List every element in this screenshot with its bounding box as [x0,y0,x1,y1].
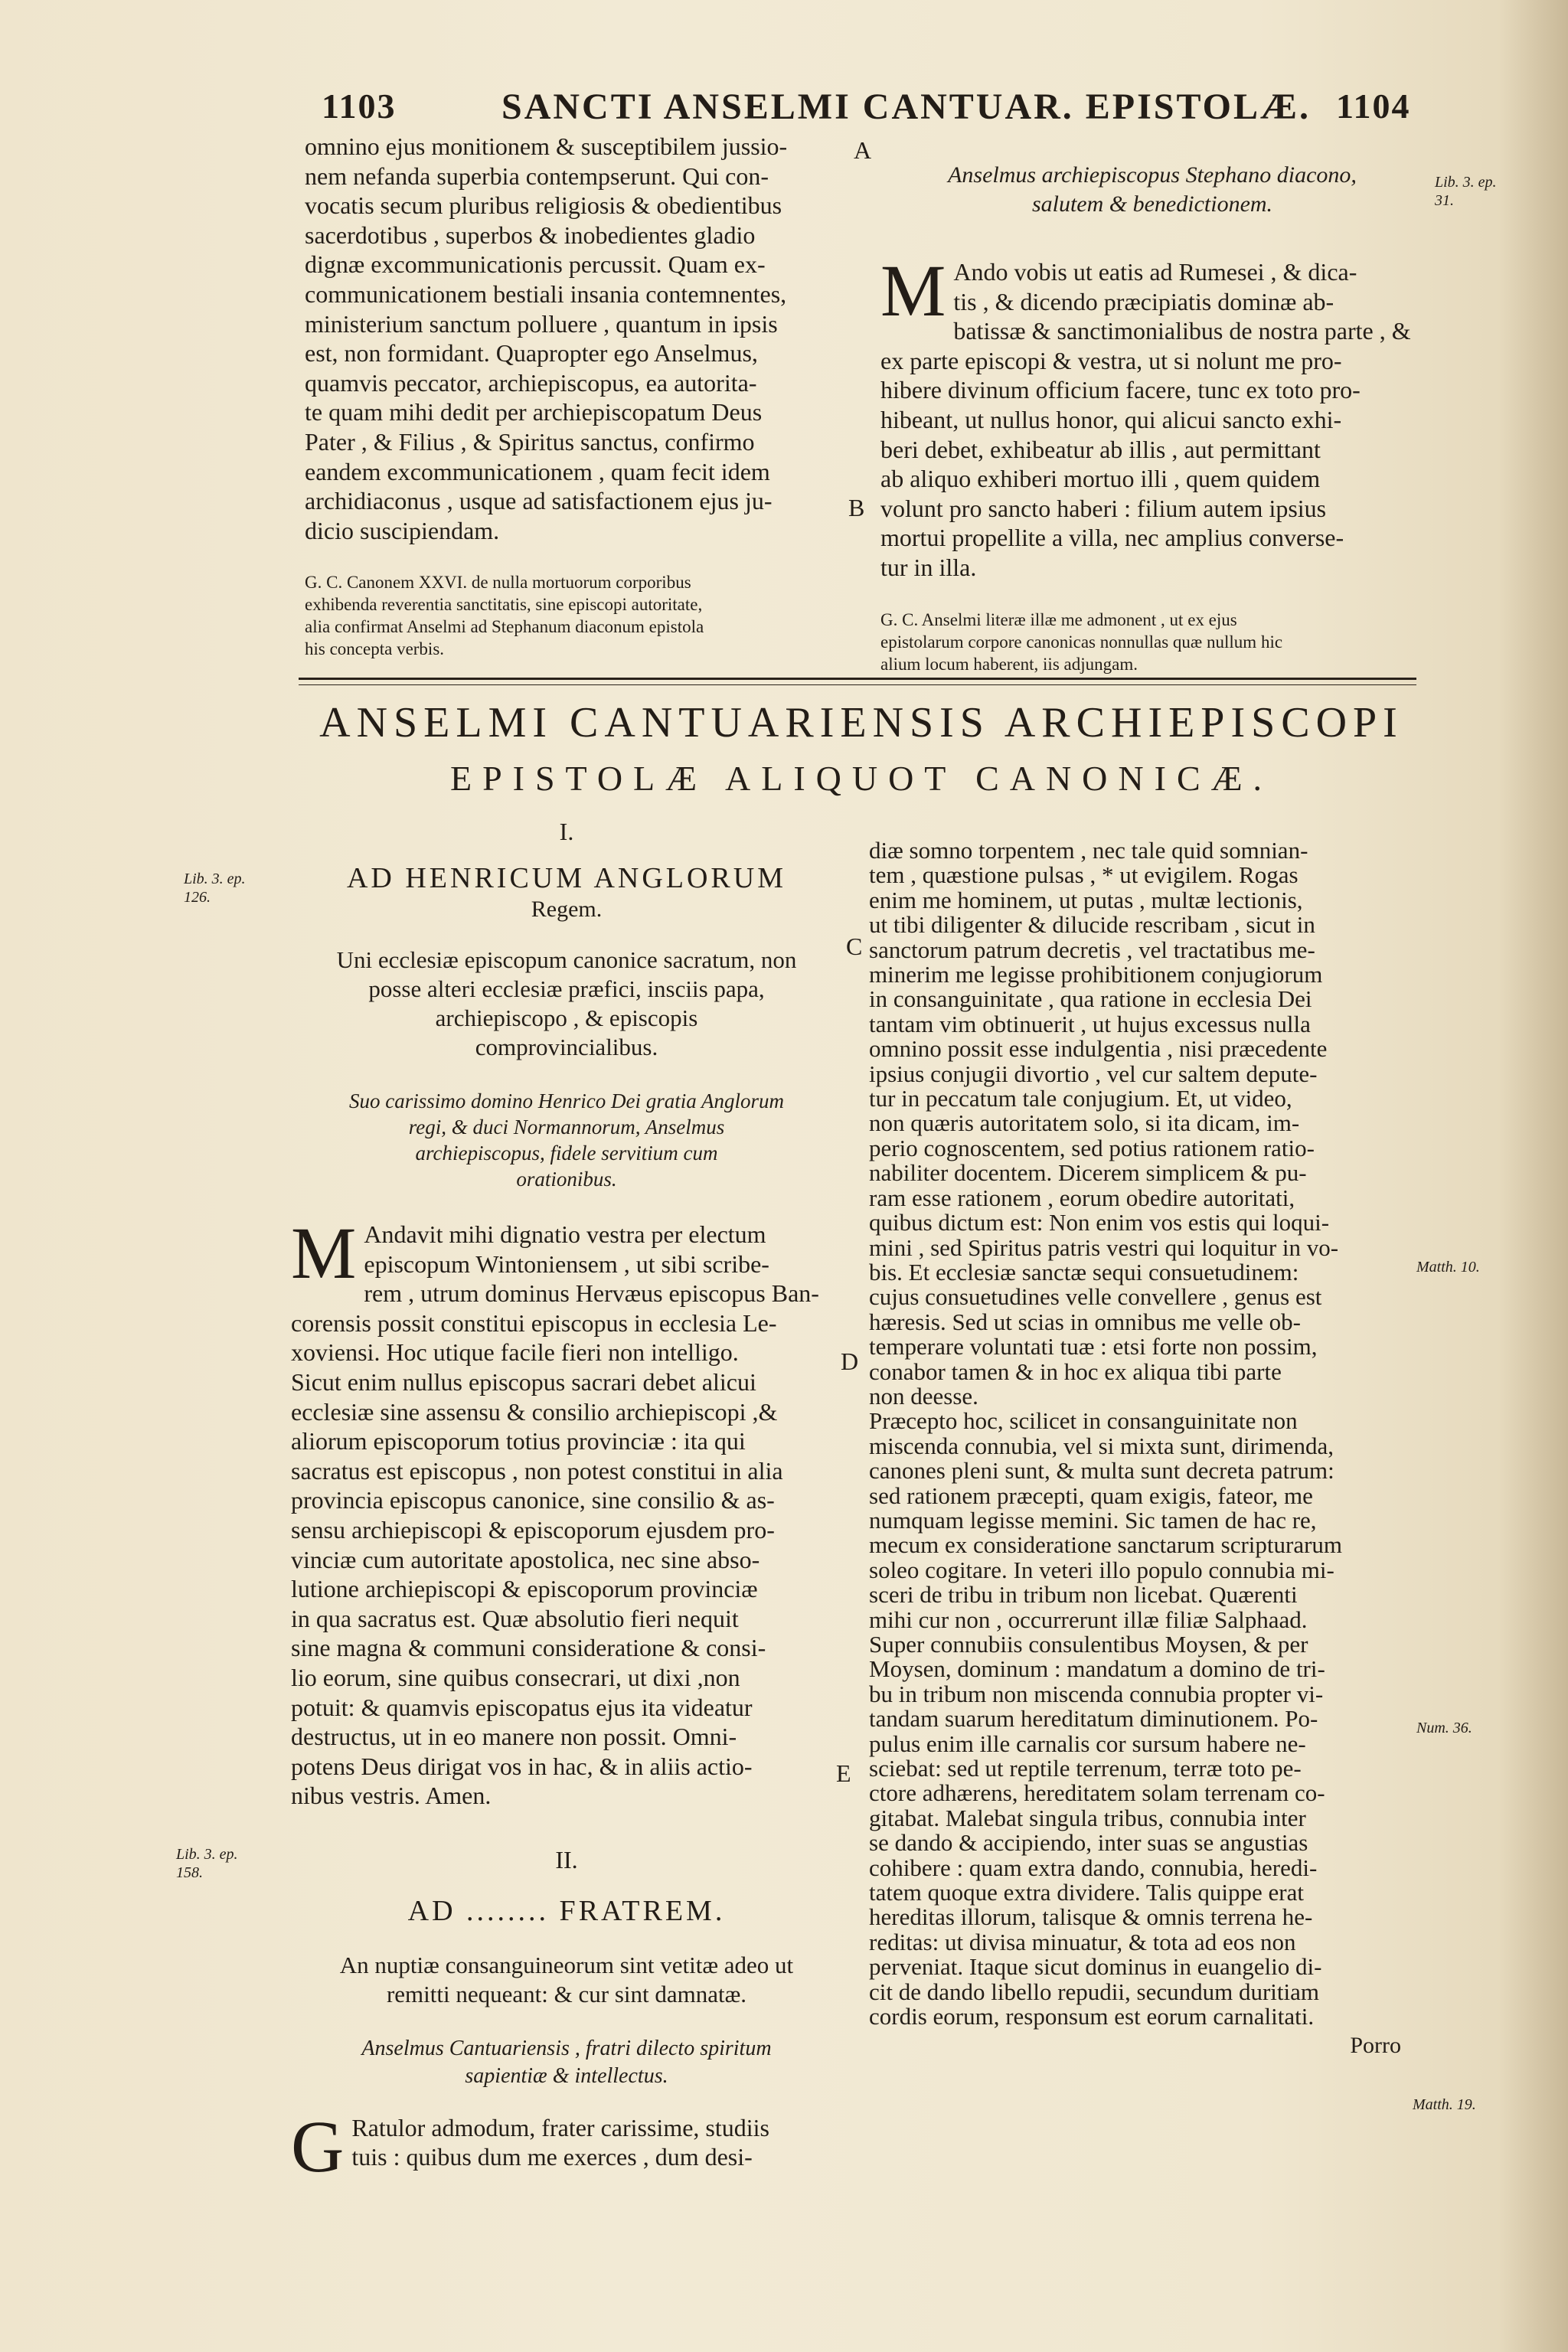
text-line: ram esse rationem , eorum obedire autoritati, [869,1184,1295,1211]
letter-2-body [291,2105,842,2187]
text-line: pulus enim ille carnalis cor sursum habere ne- [869,1730,1306,1757]
text-line: vinciæ cum autoritate apostolica, nec sine abso- [291,1545,760,1573]
text-line: cordis eorum, responsum est eorum carnalitati. [869,2003,1315,2030]
lower-right-column [869,838,1416,2059]
margin-letter-d: D [841,1348,859,1375]
text-line: Sicut enim nullus episcopus sacrari debet alicui [291,1367,756,1396]
text-line: cohibere : quam extra dando, connubia, heredi- [869,1854,1318,1881]
text-line: Pater , & Filius , & Spiritus sanctus, confirmo [305,427,755,456]
text-line: aliorum episcoporum totius provinciæ : ita qui [291,1427,746,1455]
text-line: tur in peccatum tale conjugium. Et, ut video, [869,1085,1292,1112]
text-line: minerim me legisse prohibitionem conjugiorum [869,961,1323,988]
catchword: Porro [1350,2032,1401,2058]
text-line: hibere divinum officium facere, tunc ex toto pro- [880,376,1361,404]
text-line: mini , sed Spiritus patris vestri qui loquitur in vo- [869,1233,1339,1261]
text-line: sciebat: sed ut reptile terrenum, terræ toto pe- [869,1755,1302,1782]
summary-line: remitti nequeant: & cur sint damnatæ. [386,1980,747,2007]
note-line: his concepta verbis. [305,639,445,659]
summary-line: An nuptiæ consanguineorum sint vetitæ adeo ut [339,1951,794,1978]
text-line: mortui propellite a villa, nec amplius converse- [880,524,1344,552]
text-line: potuit: & quamvis episcopatus ejus ita videatur [291,1693,753,1721]
text-line: lio eorum, sine quibus consecrari, ut dixi ,non [291,1663,740,1691]
top-right-note [880,609,1424,675]
text-line: tantam vim obtinuerit , ut hujus excessus nulla [869,1010,1311,1037]
text-line: destructus, ut in eo manere non possit. Omni- [291,1723,737,1751]
text-line: ctore adhærens, hereditatem solam terrenam co- [869,1779,1325,1807]
letter-2-heading: AD ........ FRATREM. [407,1894,726,1927]
letter-2-summary [291,1951,842,2009]
margin-letter-c: C [846,933,863,960]
text-line: nabiliter docentem. Dicerem simplicem & pu- [869,1159,1307,1187]
text-line: in qua sacratus est. Quæ absolutio fieri nequit [291,1604,739,1632]
text-line: omnino ejus monitionem & susceptibilem jussio- [305,132,788,160]
text-line: eandem excommunicationem , quam fecit idem [305,457,770,485]
marginal-ref-matth10: Matth. 10. [1416,1259,1480,1276]
text-line: ab aliquo exhiberi mortuo illi , quem quidem [880,465,1321,493]
text-line: volunt pro sancto haberi : filium autem ipsius [880,494,1327,522]
text-line: bu in tribum non miscenda connubia propter vi- [869,1680,1324,1707]
note-line: exhibenda reverentia sanctitatis, sine episcopi autoritate, [305,595,703,615]
note-line: G. C. Anselmi literæ illæ me admonent , ut ex ejus [880,609,1237,629]
text-line: tandam suarum hereditatum diminutionem. Po- [869,1705,1318,1733]
text-line: mecum ex consideratione sanctarum scripturarum [869,1531,1343,1559]
text-line: perio cognoscentem, sed potius rationem ratio- [869,1134,1315,1161]
right-page-number: 1104 [1336,87,1411,126]
letter-1-number: I. [559,818,574,845]
margin-letter-b: B [848,494,865,521]
text-line: omnino possit esse indulgentia , nisi præcedente [869,1035,1328,1063]
text-line: mihi cur non , occurrerunt illæ filiæ Salphaad. [869,1606,1308,1633]
marginal-ref-lib3-ep126: Lib. 3. ep. 126. [184,871,246,906]
letter-2-greeting [291,2035,842,2090]
note-line: alia confirmat Anselmi ad Stephanum diaconum epistola [305,617,704,637]
greeting-line: orationibus. [516,1168,617,1191]
text-line: ipsius conjugii divortio , vel cur saltem depute- [869,1060,1318,1087]
text-line: rem , utrum dominus Hervæus episcopus Ban- [364,1279,819,1308]
text-line: sacratus est episcopus , non potest constitui in alia [291,1456,783,1485]
summary-line: posse alteri ecclesiæ præfici, insciis papa, [368,975,765,1002]
text-line: perveniat. Itaque sicut dominus in euangelio di- [869,1953,1322,1981]
text-line: lutione archiepiscopi & episcoporum provinciæ [291,1575,758,1603]
greeting-line: Suo carissimo domino Henrico Dei gratia Anglorum [349,1089,784,1112]
text-line: ut tibi diligenter & dilucide rescribam , sicut in [869,911,1315,939]
text-line: ecclesiæ sine assensu & consilio archiepiscopi ,& [291,1397,778,1426]
text-line: archidiaconus , usque ad satisfactionem ejus ju- [305,487,773,515]
running-title: SANCTI ANSELMI CANTUAR. EPISTOLÆ. [501,87,1311,127]
text-line: Andavit mihi dignatio vestra per electum [364,1220,766,1248]
note-line: G. C. Canonem XXVI. de nulla mortuorum corporibus [305,573,691,593]
text-line: vocatis secum pluribus religiosis & obedientibus [305,191,782,220]
letter-1-summary [291,946,842,1062]
text-line: numquam legisse memini. Sic tamen de hac re, [869,1506,1317,1534]
text-line: tem , quæstione pulsas , * ut evigilem. Rogas [869,861,1298,889]
margin-letter-e: E [836,1759,851,1787]
text-line: provincia episcopus canonice, sine consilio & as- [291,1486,775,1514]
text-line: tuis : quibus dum me exerces , dum desi- [351,2143,753,2171]
text-line: communicationem bestiali insania contemnentes, [305,279,787,308]
text-line: potens Deus dirigat vos in hac, & in aliis actio- [291,1752,753,1780]
text-line: xoviensi. Hoc utique facile fieri non intelligo. [291,1338,739,1367]
text-line: enim me hominem, ut putas , multæ lectionis, [869,886,1303,913]
letter-2-number: II. [555,1845,578,1873]
text-line: est, non formidant. Quapropter ego Anselmus, [305,339,758,368]
address-line: Anselmus archiepiscopus Stephano diacono, [948,162,1357,188]
text-line: hereditas illorum, talisque & omnis terrena he- [869,1903,1313,1931]
text-line: Præcepto hoc, scilicet in consanguinitate non [869,1407,1298,1435]
text-line: Ratulor admodum, frater carissime, studiis [351,2113,769,2141]
text-line: batissæ & sanctimonialibus de nostra parte , & [953,317,1411,345]
text-line: episcopum Wintoniensem , ut sibi scribe- [364,1250,769,1278]
page-edge-shadow [1499,0,1568,2352]
greeting-line: archiepiscopus, fidele servitium cum [415,1142,718,1165]
text-line: ex parte episcopi & vestra, ut si nolunt me pro- [880,346,1342,374]
text-line: hibeant, ut nullus honor, qui alicui sancto exhi- [880,405,1342,433]
text-line: sceri de tribu in tribum non licebat. Quærenti [869,1581,1298,1609]
text-line: nibus vestris. Amen. [291,1782,492,1810]
text-line: non quæris autoritatem solo, si ita dicam, im- [869,1109,1300,1137]
lower-left-column [291,818,842,2187]
letter-1-body [291,1212,842,1811]
greeting-line: regi, & duci Normannorum, Anselmus [408,1116,725,1138]
letter-2-text [291,2113,842,2172]
text-line: in consanguinitate , qua ratione in ecclesia Dei [869,985,1312,1013]
text-line: se dando & accipiendo, inter suas se angustias [869,1829,1308,1857]
text-line: tatem quoque extra dividere. Talis quippe erat [869,1879,1304,1906]
top-right-address [880,161,1424,219]
text-line: nem nefanda superbia contempserunt. Qui con- [305,162,769,190]
text-line: beri debet, exhibeatur ab illis , aut permittant [880,435,1321,463]
text-line: ministerium sanctum polluere , quantum in ipsis [305,309,778,338]
note-line: alium locum haberent, iis adjungam. [880,654,1138,674]
text-line: miscenda connubia, vel si mixta sunt, dirimenda, [869,1432,1334,1459]
address-line: salutem & benedictionem. [1031,191,1273,217]
summary-line: comprovincialibus. [475,1034,658,1060]
text-line: temperare voluntati tuæ : etsi forte non possim, [869,1333,1318,1361]
text-line: quamvis peccator, archiepiscopus, ea autorita- [305,368,757,397]
text-line: sine magna & communi consideratione & consi- [291,1634,766,1662]
text-line: non deesse. [869,1382,978,1410]
text-line: hæresis. Sed ut scias in omnibus me velle ob- [869,1308,1301,1335]
dropcap-m: M [880,250,946,332]
text-line: sensu archiepiscopi & episcoporum ejusdem pro- [291,1515,775,1544]
marginal-ref-lib3-ep158: Lib. 3. ep. 158. [176,1846,238,1881]
letter-1-text [291,1212,842,1811]
greeting-line: sapientiæ & intellectus. [465,2063,668,2088]
text-line: Ando vobis ut eatis ad Rumesei , & dica- [953,258,1357,286]
section-subtitle: EPISTOLÆ ALIQUOT CANONICÆ. [449,759,1273,798]
summary-line: archiepiscopo , & episcopis [435,1004,698,1031]
left-page-number: 1103 [322,87,397,126]
dropcap-g: G [291,2105,345,2187]
text-line: tis , & dicendo præcipiatis dominæ ab- [953,287,1334,315]
section-divider [299,678,1416,685]
top-right-text [880,250,1424,583]
marginal-ref-lib3-ep31: Lib. 3. ep. 31. [1435,174,1497,209]
text-line: conabor tamen & in hoc ex aliqua tibi parte [869,1357,1282,1385]
dropcap-m-2: M [291,1212,357,1294]
text-line: gitabat. Malebat singula tribus, connubia inter [869,1804,1306,1831]
summary-line: Uni ecclesiæ episcopum canonice sacratum, non [336,946,797,973]
text-line: quibus dictum est: Non enim vos estis qui loqui- [869,1209,1330,1236]
text-line: tur in illa. [880,553,977,581]
top-left-column [305,132,841,660]
greeting-line: Anselmus Cantuariensis , fratri dilecto spiritum [361,2036,772,2060]
text-line: sacerdotibus , superbos & inobedientes gladio [305,220,756,249]
text-line: dicio suscipiendam. [305,516,500,544]
text-line: sanctorum patrum decretis , vel tractatibus me- [869,936,1315,963]
top-right-column [880,161,1424,675]
text-line: bis. Et ecclesiæ sanctæ sequi consuetudinem: [869,1258,1299,1285]
text-line: Moysen, dominum : mandatum a domino de tri- [869,1655,1325,1683]
text-line: corensis possit constitui episcopus in ecclesia Le- [291,1308,777,1337]
text-line: canones pleni sunt, & multa sunt decreta patrum: [869,1457,1334,1485]
text-line: soleo cogitare. In veteri illo populo connubia mi- [869,1556,1334,1583]
text-line: cit de dando libello repudii, secundum duritiam [869,1978,1320,2005]
text-line: cujus consuetudines velle convellere , genus est [869,1283,1322,1311]
text-line: Super connubiis consulentibus Moysen, & per [869,1631,1308,1658]
top-left-note [305,571,841,660]
text-line: reditas: ut divisa minuatur, & tota ad eos non [869,1928,1296,1955]
section-title: ANSELMI CANTUARIENSIS ARCHIEPISCOPI [319,699,1403,746]
marginal-ref-matth19: Matth. 19. [1413,2096,1476,2113]
marginal-ref-num36: Num. 36. [1416,1720,1472,1736]
letter-1-greeting [291,1088,842,1192]
text-line: sed rationem præcepti, quam exigis, fateor, me [869,1481,1313,1509]
letter-1-heading: AD HENRICUM ANGLORUM [346,862,787,894]
text-line: diæ somno torpentem , nec tale quid somnian- [869,837,1308,864]
letter-1-heading-regem: Regem. [531,897,603,922]
text-line: dignæ excommunicationis percussit. Quam ex- [305,250,766,279]
text-line: te quam mihi dedit per archiepiscopatum Deus [305,398,763,426]
right-column-text [869,838,1416,2030]
top-left-text [305,132,841,545]
margin-letter-a: A [854,136,872,164]
top-right-letter [880,250,1424,583]
note-line: epistolarum corpore canonicas nonnullas quæ nullum hic [880,632,1283,652]
